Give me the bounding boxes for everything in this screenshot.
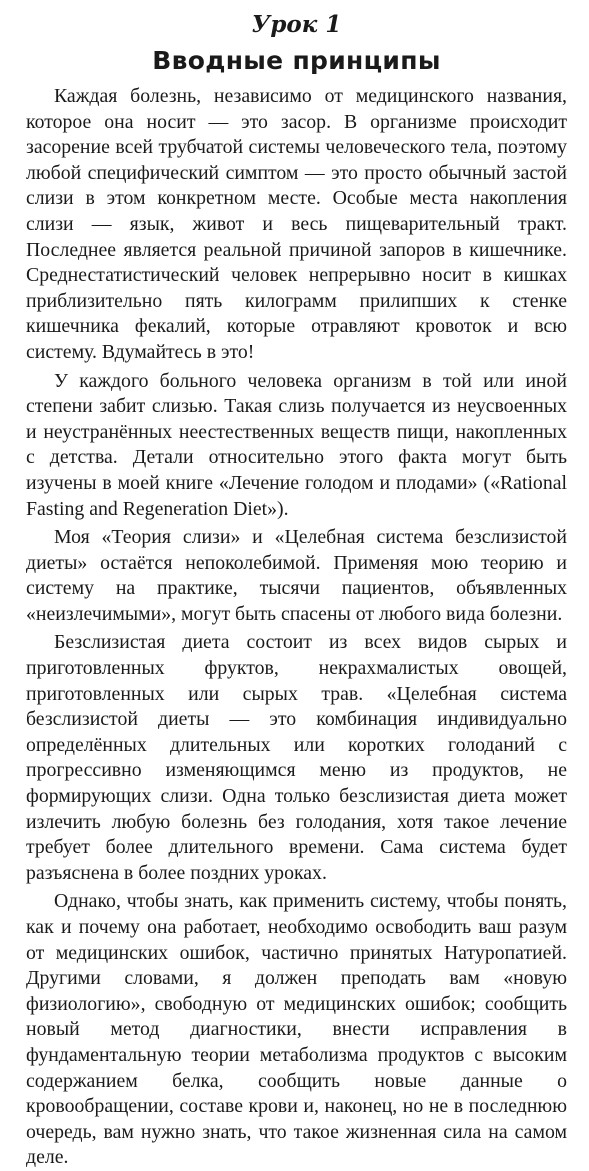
paragraph: Каждая болезнь, независимо от медицинского названия, которое она носит — это засор. В организме происходит засорение всей трубчатой системы человеческого тела, поэтому любой специфический симптом — это просто обычный застой слизи в этом конкретном месте. Особые места накопления слизи — язык, живот и весь пищеварительный тракт. Последнее является реальной причиной запоров в кишечнике. Среднестатистический человек непрерывно носит в кишках приблизительно пять килограмм прилипших к стенке кишечника фекалий, которые отравляют кровоток и всю систему. Вдумайтесь в это! [26, 85, 567, 363]
paragraph: У каждого больного человека организм в той или иной степени забит слизью. Такая слизь получается из неусвоенных и неустранённых неестественных веществ пищи, накопленных с детства. Детали относительно этого факта могут быть изучены в моей книге «Лечение голодом и плодами» («Rational Fasting and Regeneration Diet»). [26, 369, 567, 520]
paragraph: Моя «Теория слизи» и «Целебная система безслизистой диеты» остаётся непоколебимой. Применяя мою теорию и систему на практике, тысячи пациентов, объявленных «неизлечимыми», могут быть спасены от любого вида болезни. [26, 526, 567, 625]
lesson-title: Вводные принципы [152, 46, 441, 75]
lesson-number: Урок 1 [251, 11, 342, 38]
paragraph: Безслизистая диета состоит из всех видов сырых и приготовленных фруктов, некрахмалистых овощей, приготовленных или сырых трав. «Целебная система безслизистой диеты — это комбинация индивидуально определённых длительных или коротких голоданий с прогрессивно изменяющимся меню из продуктов, не формирующих слизи. Одна только безслизистая диета может излечить любую болезнь без голодания, хотя такое лечение требует более длительного времени. Сама система будет разъяснена в более поздних уроках. [26, 631, 567, 884]
paragraph: Однако, чтобы знать, как применить систему, чтобы понять, как и почему она работает, необходимо освободить ваш разум от медицинских ошибок, частично принятых Натуропатией. Другими словами, я должен преподать вам «новую физиологию», свободную от медицинских ошибок; сообщить новый метод диагностики, внести исправления в фундаментальную теории метаболизма продуктов с высоким содержанием белка, сообщить новые данные о кровообращении, составе крови и, наконец, но не в последнюю очередь, вам нужно знать, что такое жизненная сила на самом деле. [26, 890, 567, 1169]
body-text [26, 84, 567, 1171]
